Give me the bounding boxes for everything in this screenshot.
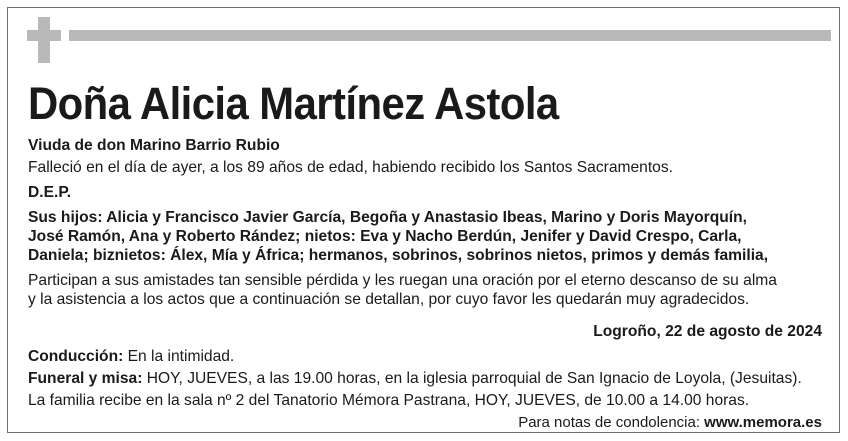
condolence-link[interactable]: www.memora.es [704, 414, 822, 431]
condolence-line [518, 412, 822, 433]
invitation-line-1: Participan a sus amistades tan sensible pérdida y les ruegan una oración por el eterno descanso de su alma [28, 272, 777, 289]
header-rule [69, 30, 831, 41]
conduccion-label: Conducción: [28, 348, 124, 365]
family-line-2: José Ramón, Ana y Roberto Rández; nietos: Eva y Nacho Berdún, Jenifer y David Crespo, Carla, [28, 228, 742, 245]
funeral-text: HOY, JUEVES, a las 19.00 horas, en la iglesia parroquial de San Ignacio de Loyola, (Jesuitas). [146, 370, 802, 387]
dep-line: D.E.P. [28, 184, 72, 201]
place-date: Logroño, 22 de agosto de 2024 [593, 323, 822, 340]
widow-line: Viuda de don Marino Barrio Rubio [28, 137, 280, 154]
conduccion-text: En la intimidad. [127, 348, 235, 365]
death-notice: Falleció en el día de ayer, a los 89 años de edad, habiendo recibido los Santos Sacramentos. [28, 159, 673, 176]
invitation-line-2: y la asistencia a los actos que a continuación se detallan, por cuyo favor les quedarán muy agradecidos. [28, 291, 750, 308]
family-line-1: Sus hijos: Alicia y Francisco Javier García, Begoña y Anastasio Ibeas, Marino y Doris Mayorquín, [28, 209, 747, 226]
funeral-label: Funeral y misa: [28, 370, 143, 387]
condolence-label: Para notas de condolencia: [518, 414, 700, 431]
deceased-name: Doña Alicia Martínez Astola [28, 78, 559, 129]
visitation-line: La familia recibe en la sala nº 2 del Tanatorio Mémora Pastrana, HOY, JUEVES, de 10.00 a 14.00 horas. [28, 392, 750, 409]
family-line-3: Daniela; biznietos: Álex, Mía y África; hermanos, sobrinos, sobrinos nietos, primos y demás familia, [28, 247, 769, 264]
conduccion-line [28, 346, 234, 367]
cross-icon-horizontal [27, 30, 61, 41]
funeral-line [28, 368, 802, 389]
